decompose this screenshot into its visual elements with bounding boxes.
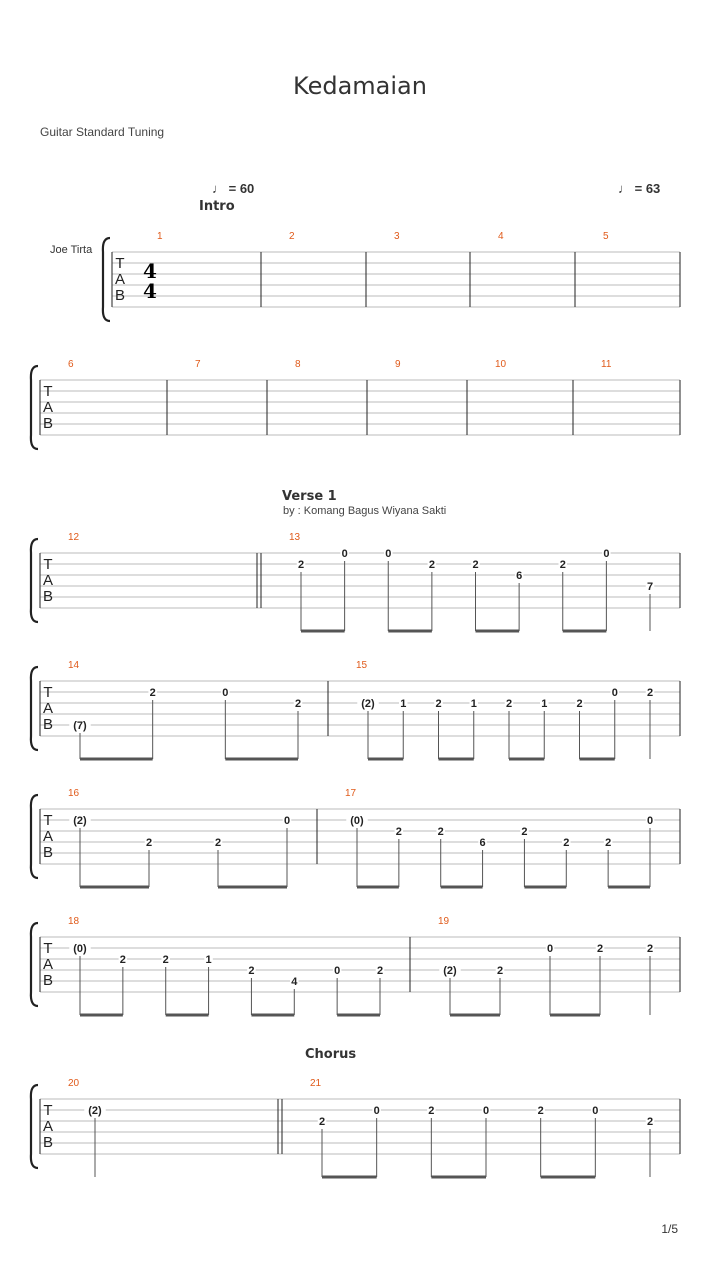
system-brace [31, 539, 38, 622]
tab-clef-letter: T [43, 1102, 53, 1119]
section-label-verse: Verse 1 [282, 489, 337, 504]
tab-clef-letter: B [42, 972, 54, 989]
measure-number: 13 [289, 532, 301, 543]
measure-number: 17 [345, 788, 357, 799]
measure-number: 7 [195, 359, 201, 370]
tab-clef-letter: A [42, 956, 54, 973]
page-number: 1/5 [661, 1222, 678, 1236]
tab-clef-letter: T [43, 684, 53, 701]
song-title: Kedamaian [293, 72, 427, 100]
fret-number: 1 [400, 698, 407, 710]
tab-clef-letter: T [43, 940, 53, 957]
tab-clef-letter: B [42, 716, 54, 733]
tab-clef-letter: A [42, 399, 54, 416]
fret-number: 0 [611, 687, 618, 699]
fret-number: 1 [470, 698, 477, 710]
fret-number: (2) [73, 815, 87, 827]
section-label-intro: Intro [199, 199, 235, 214]
fret-number: 2 [521, 826, 528, 838]
system-brace [103, 238, 110, 321]
fret-number: 2 [437, 826, 444, 838]
measure-number: 16 [68, 788, 80, 799]
fret-number: 2 [214, 837, 222, 849]
quarter-note-icon: ♩ [618, 181, 631, 196]
system-brace [31, 795, 38, 878]
system-brace [31, 667, 38, 750]
fret-number: 2 [162, 954, 169, 966]
measure-number: 12 [68, 532, 80, 543]
fret-number: 2 [646, 943, 654, 955]
fret-number: 1 [205, 954, 212, 966]
tempo-value: = 60 [228, 181, 255, 196]
fret-number: 0 [334, 965, 341, 977]
fret-number: 2 [646, 687, 654, 699]
section-label-chorus: Chorus [305, 1047, 357, 1062]
system-brace [31, 1085, 38, 1168]
fret-number: 2 [428, 1105, 435, 1117]
fret-number: 2 [646, 1116, 654, 1128]
measure-number: 15 [356, 660, 368, 671]
fret-number: 2 [559, 559, 566, 571]
measure-number: 10 [495, 359, 507, 370]
system-brace [31, 366, 38, 449]
fret-number: 0 [546, 943, 554, 955]
fret-number: (2) [443, 965, 457, 977]
tab-clef-letter: A [42, 700, 54, 717]
fret-number: (0) [73, 943, 87, 955]
fret-number: 7 [646, 581, 654, 593]
tab-clef-letter: T [115, 255, 125, 272]
tuning-label: Guitar Standard Tuning [40, 125, 165, 139]
fret-number: 2 [435, 698, 442, 710]
tab-clef-letter: T [43, 383, 53, 400]
fret-number: (0) [350, 815, 364, 827]
fret-number: (2) [88, 1105, 102, 1117]
measure-number: 6 [68, 359, 74, 370]
fret-number: 0 [603, 548, 610, 560]
fret-number: 2 [428, 559, 435, 571]
measure-number: 3 [394, 231, 400, 242]
time-signature-top: 4 [143, 259, 157, 283]
measure-number: 4 [498, 231, 504, 242]
fret-number: 0 [222, 687, 229, 699]
fret-number: 2 [119, 954, 126, 966]
tab-clef-letter: B [114, 287, 126, 304]
fret-number: 2 [294, 698, 302, 710]
fret-number: 0 [592, 1105, 599, 1117]
fret-number: 2 [576, 698, 583, 710]
fret-number: 0 [385, 548, 392, 560]
fret-number: 0 [283, 815, 291, 827]
fret-number: 0 [341, 548, 348, 560]
tab-clef-letter: B [42, 415, 54, 432]
measure-number: 1 [157, 231, 163, 242]
fret-number: 6 [479, 837, 486, 849]
tab-clef-letter: T [43, 556, 53, 573]
tab-clef-letter: B [42, 844, 54, 861]
track-name: Joe Tirta [50, 244, 93, 256]
fret-number: 6 [516, 570, 523, 582]
fret-number: 2 [318, 1116, 326, 1128]
fret-number: 2 [145, 837, 153, 849]
time-signature-bottom: 4 [143, 279, 157, 303]
fret-number: 2 [395, 826, 402, 838]
credit-text: by : Komang Bagus Wiyana Sakti [283, 505, 447, 517]
tab-clef-letter: A [42, 828, 54, 845]
measure-number: 18 [68, 916, 80, 927]
fret-number: 0 [482, 1105, 490, 1117]
measure-number: 19 [438, 916, 450, 927]
fret-number: 2 [149, 687, 156, 699]
measure-number: 9 [395, 359, 401, 370]
quarter-note-icon: ♩ [212, 181, 225, 196]
fret-number: 2 [537, 1105, 544, 1117]
fret-number: 2 [297, 559, 305, 571]
tab-clef-letter: B [42, 1134, 54, 1151]
measure-number: 5 [603, 231, 609, 242]
fret-number: (2) [361, 698, 375, 710]
fret-number: 0 [646, 815, 654, 827]
fret-number: (7) [73, 720, 87, 732]
measure-number: 2 [289, 231, 295, 242]
fret-number: 1 [541, 698, 548, 710]
measure-number: 20 [68, 1078, 80, 1089]
fret-number: 2 [596, 943, 604, 955]
system-brace [31, 923, 38, 1006]
fret-number: 2 [563, 837, 570, 849]
tab-clef-letter: A [114, 271, 126, 288]
fret-number: 2 [472, 559, 479, 571]
tab-clef-letter: T [43, 812, 53, 829]
fret-number: 4 [291, 976, 298, 988]
tab-clef-letter: A [42, 1118, 54, 1135]
tab-clef-letter: B [42, 588, 54, 605]
fret-number: 2 [605, 837, 612, 849]
fret-number: 2 [248, 965, 255, 977]
tab-clef-letter: A [42, 572, 54, 589]
measure-number: 11 [601, 359, 612, 370]
measure-number: 8 [295, 359, 301, 370]
measure-number: 14 [68, 660, 80, 671]
fret-number: 2 [505, 698, 513, 710]
fret-number: 2 [376, 965, 384, 977]
fret-number: 2 [496, 965, 504, 977]
fret-number: 0 [373, 1105, 380, 1117]
measure-number: 21 [310, 1078, 322, 1089]
tempo-value: = 63 [634, 181, 661, 196]
